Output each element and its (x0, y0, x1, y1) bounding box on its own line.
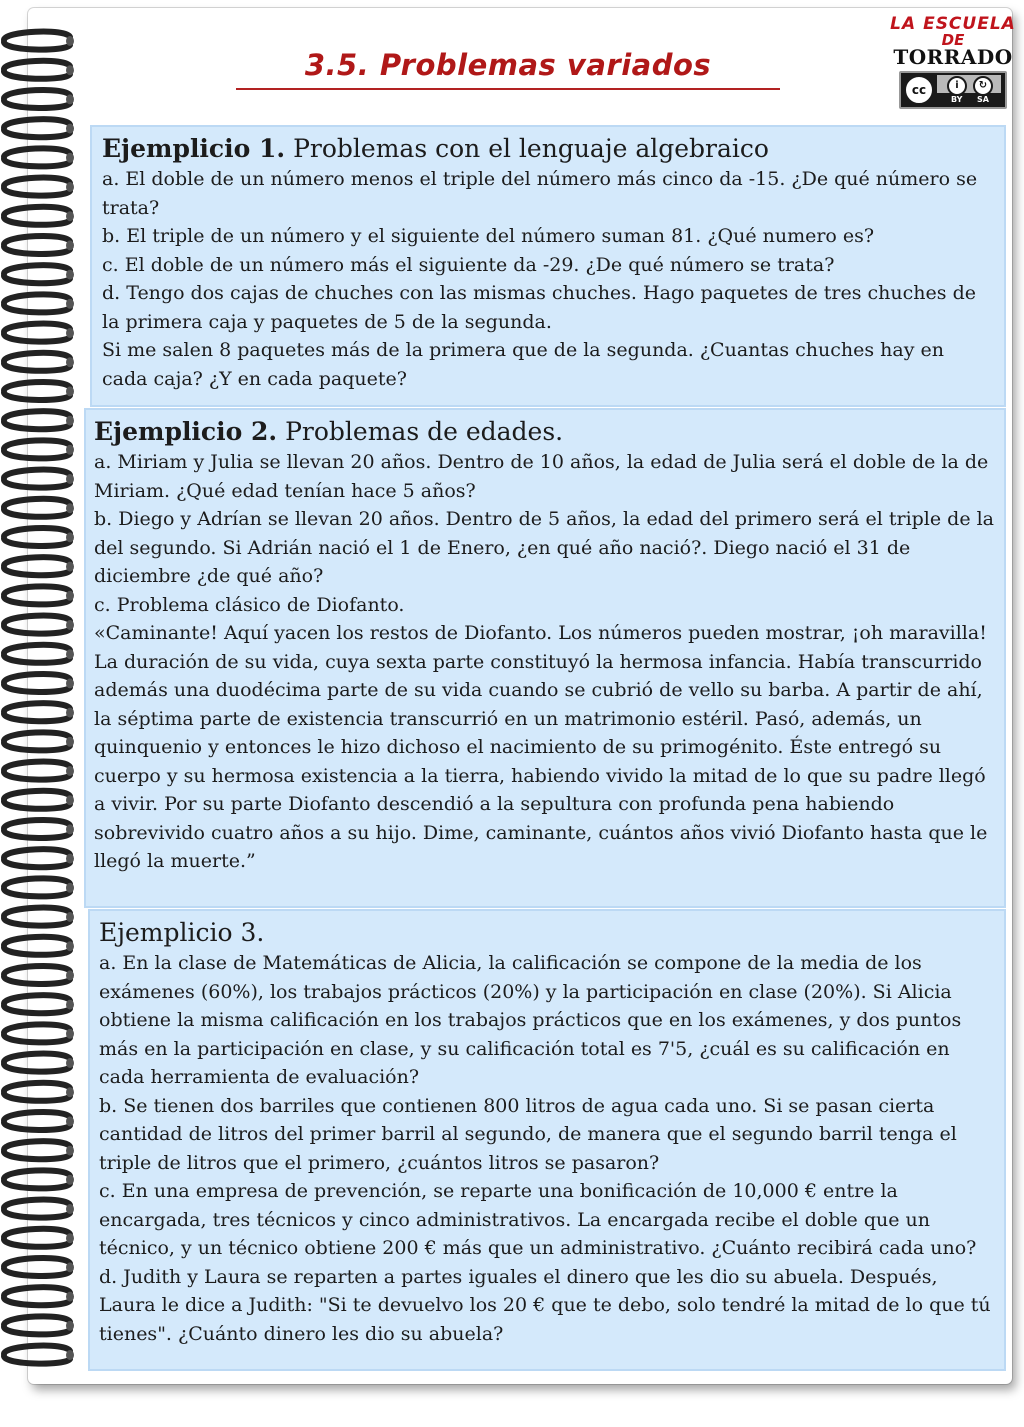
problem-text: d. Judith y Laura se reparten a partes iguales el dinero que les dio su abuela. Después, Laura le dice a Judith: "Si te devuelvo los 20 € que te debo, solo tendré la mitad de lo que tú tienes". ¿Cuánto dinero les dio su abuela? (99, 1265, 991, 1345)
spiral-ring (4, 1083, 74, 1101)
spiral-ring (4, 1112, 74, 1130)
problem-text: c. Problema clásico de Diofanto. (94, 593, 405, 616)
spiral-ring (4, 148, 74, 166)
spiral-ring (4, 1141, 74, 1159)
spiral-ring (4, 528, 74, 546)
spiral-ring (4, 32, 74, 50)
section-heading: Ejemplicio 2. Problemas de edades. (94, 417, 564, 446)
spiral-ring (4, 616, 74, 634)
spiral-ring (4, 411, 74, 429)
problem-text: b. Se tienen dos barriles que contienen 800 litros de agua cada uno. Si se pasan cierta cantidad de litros del primer barril al segundo, de manera que el segundo barril tenga el triple de litros que el primero, ¿cuántos litros se pasaron? (99, 1094, 957, 1174)
spiral-ring (4, 557, 74, 575)
spiral-ring (4, 1287, 74, 1305)
spiral-ring (4, 762, 74, 780)
spiral-ring (4, 440, 74, 458)
problem-text: b. Diego y Adrían se llevan 20 años. Dentro de 5 años, la edad del primero será el triple de la del segundo. Si Adrián nació el 1 de Enero, ¿en qué año nació?. Diego nació el 31 de diciembre ¿de qué año? (94, 508, 995, 587)
problem-text: a. El doble de un número menos el triple del número más cinco da -15. ¿De qué número se trata? (102, 168, 978, 219)
spiral-ring (4, 382, 74, 400)
section-heading: Ejemplicio 3. (99, 918, 265, 947)
spiral-ring (4, 294, 74, 312)
spiral-ring (4, 849, 74, 867)
section-ejemplicio-2 (84, 408, 1006, 908)
spiral-ring (4, 820, 74, 838)
spiral-ring (4, 937, 74, 955)
problem-text: a. Miriam y Julia se llevan 20 años. Dentro de 10 años, la edad de Julia será el doble de la de Miriam. ¿Qué edad tenían hace 5 años? (94, 451, 989, 502)
spiral-ring (4, 1316, 74, 1334)
spiral-ring (4, 119, 74, 137)
spiral-ring (4, 878, 74, 896)
section-ejemplicio-1 (90, 125, 1006, 407)
problem-text: c. El doble de un número más el siguiente da -29. ¿De qué número se trata? (102, 253, 835, 276)
problem-text: b. El triple de un número y el siguiente del número suman 81. ¿Qué numero es? (102, 225, 875, 247)
spiral-ring (4, 732, 74, 750)
spiral-ring (4, 1346, 74, 1364)
section-heading: Ejemplicio 1. Problemas con el lenguaje algebraico (102, 134, 769, 163)
page-title-text: 3.5. Problemas variados (304, 48, 712, 82)
brand-line-3: TORRADO (893, 45, 1013, 69)
problem-text: «Caminante! Aquí yacen los restos de Diofanto. Los números pueden mostrar, ¡oh maravilla! La duración de su vida, cuya sexta parte constituyó la hermosa infancia. Había transcurrido además una duodécima parte de su vida cuando se cubrió de vello su barba. A partir de ahí, la séptima parte de existencia transcurrió en un matrimonio estéril. Pasó, además, un quinquenio y entonces le hizo dichoso el nacimiento de su primogénito. Éste entregó su cuerpo y su hermosa existencia a la tierra, habiendo vivido la mitad de lo que su padre llegó a vivir. Por su parte Diofanto descendió a la sepultura con profunda pena habiendo sobrevivido cuatro años a su hijo. Dime, caminante, cuántos años vivió Diofanto hasta que le llegó la muerte.” (94, 622, 988, 872)
spiral-ring (4, 703, 74, 721)
attribution-icon: i (947, 76, 967, 96)
spiral-ring (4, 674, 74, 692)
brand-logo (890, 14, 1016, 126)
spiral-ring (4, 586, 74, 604)
spiral-ring (4, 178, 74, 196)
spiral-ring (4, 499, 74, 517)
problem-text: c. En una empresa de prevención, se reparte una bonificación de 10,000 € entre la encargada, tres técnicos y cinco administrativos. La encargada recibe el doble que un técnico, y un técnico obtiene 200 € más que un administrativo. ¿Cuánto recibirá cada uno? (99, 1180, 977, 1259)
share-alike-icon: ↻ (973, 76, 993, 96)
spiral-ring (4, 236, 74, 254)
creative-commons-icon: cc (904, 75, 934, 105)
spiral-ring (4, 908, 74, 926)
spiral-ring (4, 207, 74, 225)
spiral-ring (4, 1229, 74, 1247)
spiral-ring (4, 966, 74, 984)
brand-line-2: DE (941, 31, 965, 49)
cc-license-badge (899, 71, 1007, 109)
problem-text: a. En la clase de Matemáticas de Alicia, la calificación se compone de la media de los exámenes (60%), los trabajos prácticos (20%) y la participación en clase (20%). Si Alicia obtiene la misma calificación en los trabajos prácticos que en los exámenes, y dos puntos más en la participación en clase, y su calificación total es 7'5, ¿cuál es su calificación en cada herramienta de evaluación? (99, 952, 962, 1088)
spiral-ring (4, 1200, 74, 1218)
page-title (236, 48, 780, 90)
spiral-ring (4, 1170, 74, 1188)
brand-line-1: LA ESCUELA (890, 14, 1016, 34)
spiral-ring (4, 61, 74, 79)
spiral-ring (4, 353, 74, 371)
spiral-ring (4, 265, 74, 283)
spiral-ring (4, 470, 74, 488)
spiral-ring (4, 995, 74, 1013)
spiral-ring (4, 791, 74, 809)
problem-text: d. Tengo dos cajas de chuches con las mismas chuches. Hago paquetes de tres chuches de la primera caja y paquetes de 5 de la segunda. (102, 282, 976, 333)
section-ejemplicio-3 (88, 909, 1006, 1371)
spiral-ring (4, 90, 74, 108)
spiral-ring (4, 324, 74, 342)
license-sa-label: SA (977, 95, 989, 104)
spiral-ring (4, 1258, 74, 1276)
spiral-ring (4, 1024, 74, 1042)
spiral-ring (4, 645, 74, 663)
license-by-label: BY (951, 95, 963, 104)
problem-text: Si me salen 8 paquetes más de la primera que de la segunda. ¿Cuantas chuches hay en cada caja? ¿Y en cada paquete? (102, 339, 944, 390)
spiral-binding-icon (0, 24, 80, 1374)
spiral-ring (4, 1054, 74, 1072)
